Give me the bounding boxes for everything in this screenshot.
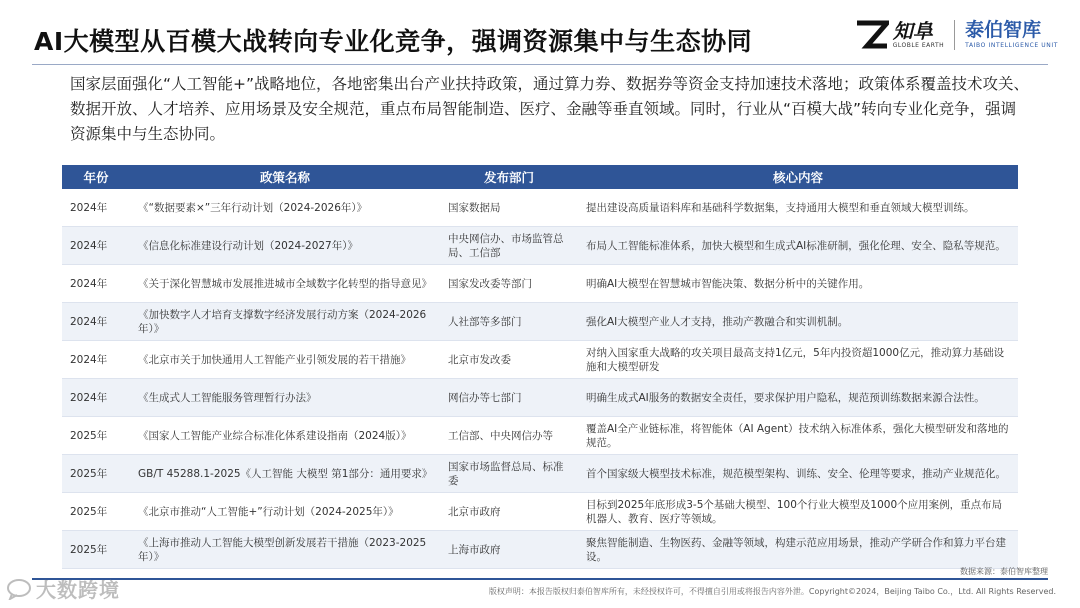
- cell-policy-name: 《北京市关于加快通用人工智能产业引领发展的若干措施》: [138, 353, 411, 366]
- zhifu-logo: [855, 20, 944, 50]
- cell-year: 2024年: [70, 353, 108, 366]
- cell-department: 国家数据局: [448, 201, 501, 214]
- cell-year: 2025年: [70, 505, 108, 518]
- table-row: [62, 303, 1018, 341]
- cell-year: 2024年: [70, 201, 108, 214]
- watermark-chat-icon: [6, 578, 32, 600]
- watermark: [6, 574, 120, 603]
- table-header-row: [62, 165, 1018, 189]
- cell-year: 2025年: [62, 531, 130, 569]
- policy-table: [62, 165, 1018, 569]
- cell-core-content: 对纳入国家重大战略的攻关项目最高支持1亿元，5年内投资超1000亿元，推动算力基础设施和大模型研发: [586, 346, 1005, 373]
- cell-year: 2024年: [62, 303, 130, 341]
- zhifu-logo-cn: 知阜: [892, 19, 933, 43]
- cell-year: 2025年: [70, 429, 108, 442]
- cell-department: 北京市发改委: [448, 353, 511, 366]
- header-divider: [32, 64, 1048, 65]
- table-row: [62, 341, 1018, 379]
- cell-year: 2024年: [62, 227, 130, 265]
- cell-department: 工信部、中央网信办等: [448, 429, 553, 442]
- cell-core-content: 覆盖AI全产业链标准，将智能体（AI Agent）技术纳入标准体系，强化大模型研发和落地的规范。: [586, 422, 1009, 449]
- header-policy-name: 政策名称: [130, 165, 440, 189]
- cell-core-content: 提出建设高质量语料库和基础科学数据集，支持通用大模型和垂直领域大模型训练。: [586, 201, 975, 214]
- cell-core-content: 明确生成式AI服务的数据安全责任，要求保护用户隐私，规范预训练数据来源合法性。: [578, 379, 1018, 417]
- cell-department: 中央网信办、市场监管总局、工信部: [440, 227, 578, 265]
- cell-core-content: 首个国家级大模型技术标准，规范模型架构、训练、安全、伦理等要求，推动产业规范化。: [578, 455, 1018, 493]
- cell-department: 国家发改委等部门: [448, 277, 532, 290]
- table-row: [62, 189, 1018, 227]
- cell-policy-name: 《加快数字人才培育支撑数字经济发展行动方案（2024-2026年）》: [130, 303, 440, 341]
- cell-department: 人社部等多部门: [440, 303, 578, 341]
- watermark-text: 大数跨境: [36, 578, 120, 602]
- cell-policy-name: 《关于深化智慧城市发展推进城市全域数字化转型的指导意见》: [138, 277, 432, 290]
- cell-department: 国家市场监督总局、标准委: [440, 455, 578, 493]
- table-row: [62, 379, 1018, 417]
- table-row: [62, 531, 1018, 569]
- table-body: [62, 189, 1018, 569]
- cell-policy-name: 《信息化标准建设行动计划（2024-2027年）》: [130, 227, 440, 265]
- header-year: 年份: [62, 165, 130, 189]
- cell-core-content: 聚焦智能制造、生物医药、金融等领域，构建示范应用场景，推动产学研合作和算力平台建设。: [578, 531, 1018, 569]
- table-row: [62, 417, 1018, 455]
- taibo-logo-en: TAIBO INTELLIGENCE UNIT: [965, 42, 1058, 49]
- cell-policy-name: 《生成式人工智能服务管理暂行办法》: [130, 379, 440, 417]
- cell-policy-name: 《国家人工智能产业综合标准化体系建设指南（2024版）》: [138, 429, 412, 442]
- cell-department: 上海市政府: [440, 531, 578, 569]
- cell-year: 2024年: [70, 277, 108, 290]
- cell-policy-name: 《上海市推动人工智能大模型创新发展若干措施（2023-2025年）》: [130, 531, 440, 569]
- intro-paragraph: 国家层面强化“人工智能+”战略地位，各地密集出台产业扶持政策，通过算力券、数据券等资金支持加速技术落地；政策体系覆盖技术攻关、数据开放、人才培养、应用场景及安全规范，重点布局智能制造、医疗、金融等垂直领域。同时，行业从“百模大战”转向专业化竞争，强调资源集中与生态协同。: [70, 75, 1030, 143]
- table-row: [62, 265, 1018, 303]
- cell-policy-name: GB/T 45288.1-2025《人工智能 大模型 第1部分：通用要求》: [130, 455, 440, 493]
- table-row: [62, 455, 1018, 493]
- cell-core-content: 强化AI大模型产业人才支持，推动产教融合和实训机制。: [578, 303, 1018, 341]
- zhifu-logo-icon: [855, 20, 889, 50]
- cell-year: 2024年: [62, 379, 130, 417]
- cell-core-content: 布局人工智能标准体系，加快大模型和生成式AI标准研制，强化伦理、安全、隐私等规范。: [578, 227, 1018, 265]
- page-title: AI大模型从百模大战转向专业化竞争，强调资源集中与生态协同: [34, 27, 753, 56]
- header-core-content: 核心内容: [578, 165, 1018, 189]
- taibo-logo-cn: 泰伯智库: [965, 19, 1042, 41]
- taibo-logo: [965, 21, 1058, 49]
- logo-group: [855, 20, 1058, 50]
- zhifu-logo-en: GLOBLE EARTH: [892, 42, 945, 49]
- cell-department: 北京市政府: [448, 505, 501, 518]
- cell-policy-name: 《“数据要素×”三年行动计划（2024-2026年）》: [138, 201, 368, 214]
- cell-core-content: 明确AI大模型在智慧城市智能决策、数据分析中的关键作用。: [586, 277, 870, 290]
- logo-separator: [954, 20, 955, 50]
- cell-year: 2025年: [62, 455, 130, 493]
- data-source: 数据来源：泰伯智库整理: [960, 567, 1048, 576]
- header-department: 发布部门: [440, 165, 578, 189]
- copyright-notice: 版权声明：本报告版权归泰伯智库所有，未经授权许可，不得擅自引用或将报告内容外泄。Copyright©2024，Beijing Taibo Co.，Ltd. All Rights Reserved.: [488, 587, 1056, 596]
- table-row: [62, 493, 1018, 531]
- footer-line: [32, 578, 1048, 580]
- table-row: [62, 227, 1018, 265]
- cell-core-content: 目标到2025年底形成3-5个基础大模型、100个行业大模型及1000个应用案例，重点布局机器人、教育、医疗等领域。: [586, 498, 1003, 525]
- cell-department: 网信办等七部门: [440, 379, 578, 417]
- cell-policy-name: 《北京市推动“人工智能+”行动计划（2024-2025年）》: [138, 505, 399, 518]
